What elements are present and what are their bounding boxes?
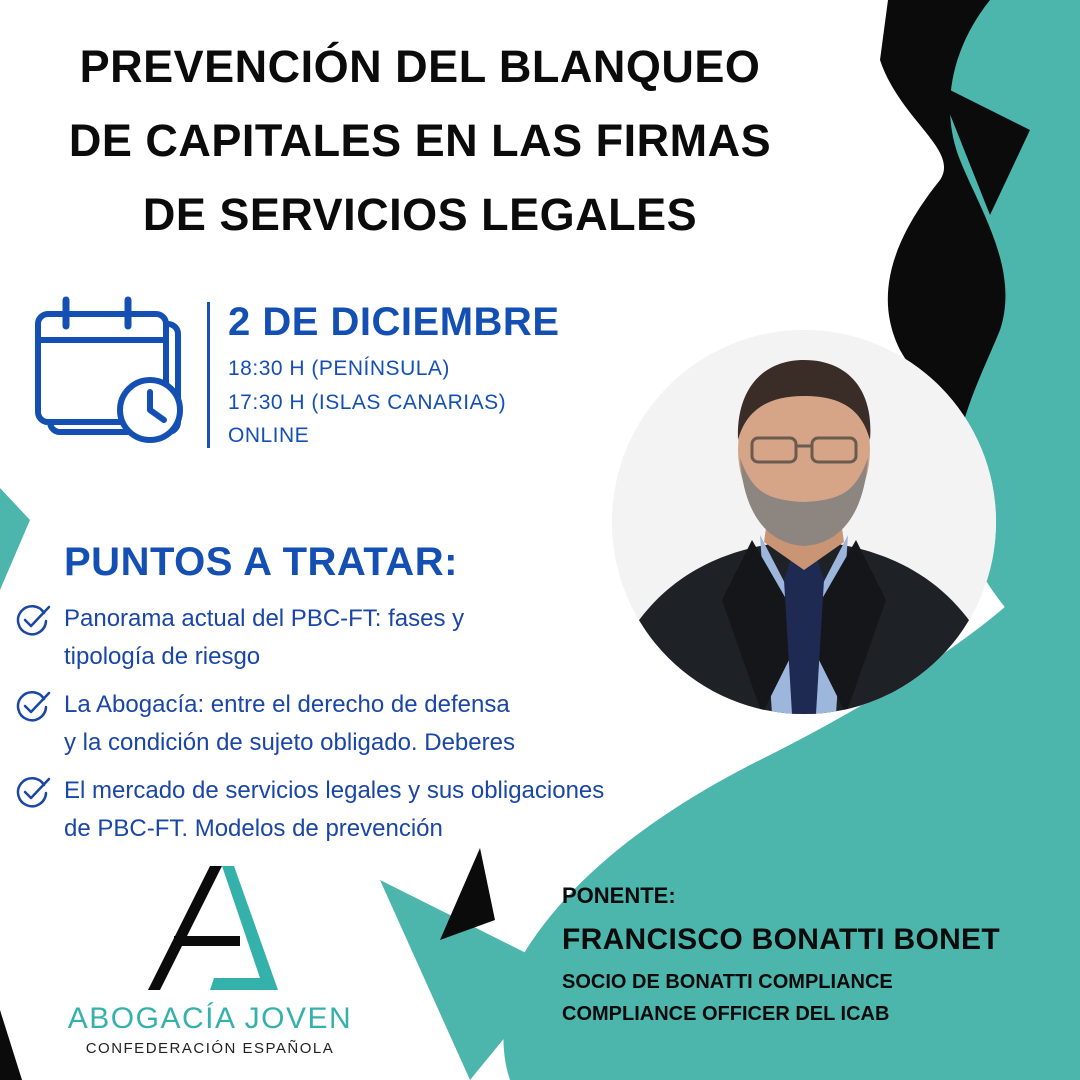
title-line-1: PREVENCIÓN DEL BLANQUEO <box>79 41 761 92</box>
check-circle-icon <box>14 775 52 809</box>
speaker-role: COMPLIANCE OFFICER DEL ICAB <box>562 1003 890 1025</box>
event-date: 2 DE DICIEMBRE <box>228 300 560 344</box>
topic-line: La Abogacía: entre el derecho de defensa <box>64 691 510 718</box>
topics-heading: PUNTOS A TRATAR: <box>64 540 458 584</box>
topic-line: y la condición de sujeto obligado. Deberes <box>64 729 515 756</box>
speaker-role: SOCIO DE BONATTI COMPLIANCE <box>562 971 893 993</box>
logo-name: ABOGACÍA JOVEN <box>67 1002 353 1035</box>
title-line-2: DE CAPITALES EN LAS FIRMAS <box>68 115 772 166</box>
check-circle-icon <box>14 689 52 723</box>
title-line-3: DE SERVICIOS LEGALES <box>142 189 698 240</box>
speaker-name: FRANCISCO BONATTI BONET <box>562 923 1000 956</box>
black-sliver-bottom-left <box>0 1010 22 1080</box>
speaker-portrait-illustration <box>612 330 996 714</box>
speaker-photo <box>612 330 996 714</box>
logo-subtitle: CONFEDERACIÓN ESPAÑOLA <box>85 1040 335 1057</box>
abogacia-joven-logo <box>140 866 280 994</box>
topic-line: de PBC-FT. Modelos de prevención <box>64 815 443 842</box>
check-circle-icon <box>14 603 52 637</box>
speaker-label: PONENTE: <box>562 883 676 908</box>
date-divider <box>207 302 210 448</box>
calendar-clock-icon <box>30 296 190 446</box>
teal-triangle-left <box>0 488 30 590</box>
event-time-canarias: 17:30 H (ISLAS CANARIAS) <box>228 391 507 414</box>
event-time-peninsula: 18:30 H (PENÍNSULA) <box>228 357 450 380</box>
topic-line: tipología de riesgo <box>64 643 261 670</box>
event-mode: ONLINE <box>228 424 310 447</box>
topic-item <box>14 772 774 848</box>
event-title <box>0 30 840 252</box>
topic-line: Panorama actual del PBC-FT: fases y <box>64 605 465 632</box>
topic-item <box>14 686 774 762</box>
topic-line: El mercado de servicios legales y sus obligaciones <box>64 777 605 804</box>
black-triangle-bottom <box>440 848 495 940</box>
